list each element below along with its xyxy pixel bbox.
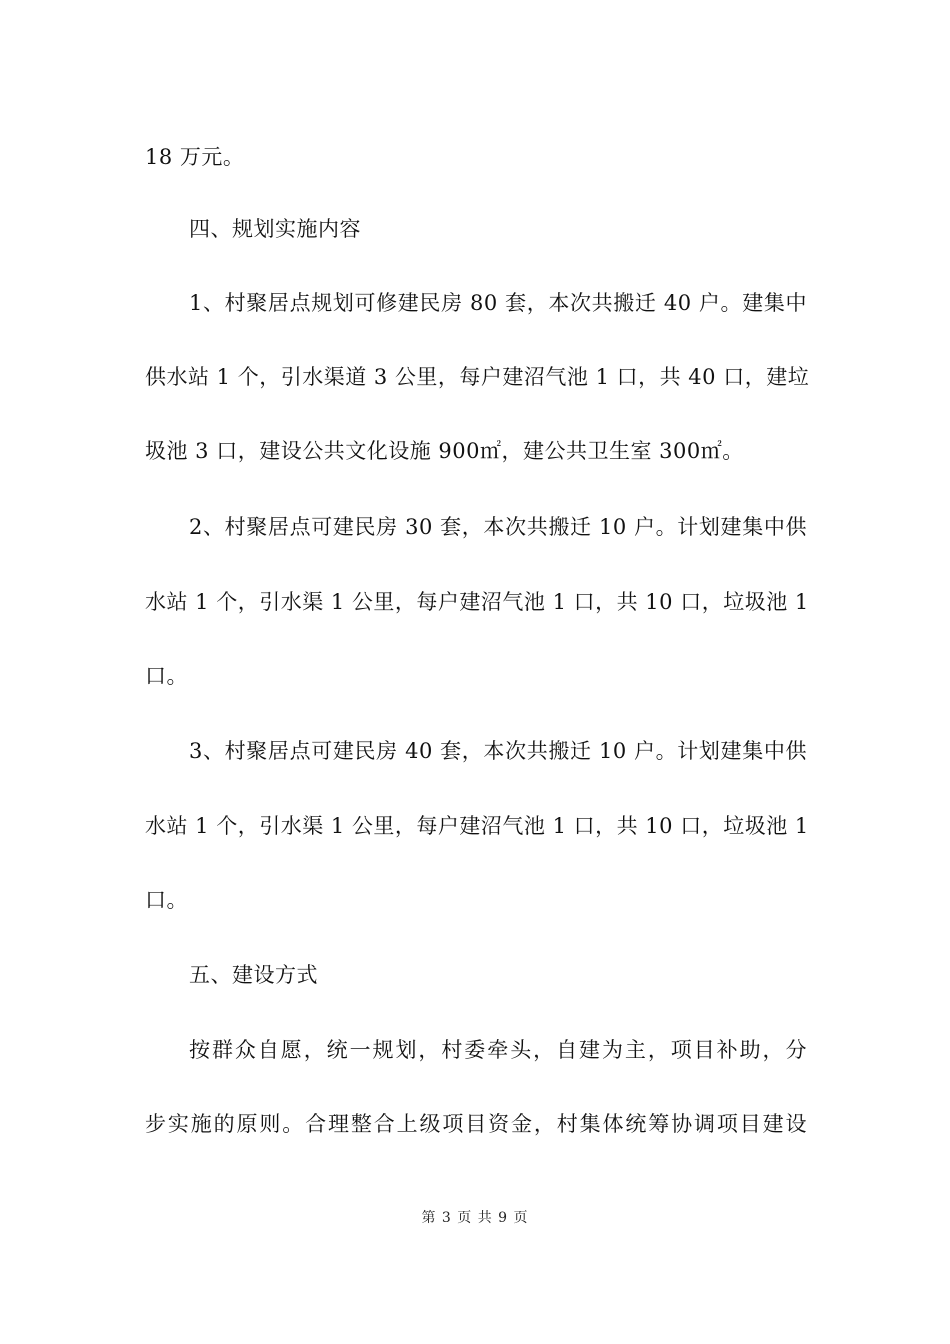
paragraph-line: 水站 1 个，引水渠 1 公里，每户建沼气池 1 口，共 10 口，垃圾池 1 — [145, 814, 809, 838]
paragraph-line: 口。 — [145, 888, 188, 912]
paragraph-line: 1、村聚居点规划可修建民房 80 套，本次共搬迁 40 户。建集中 — [189, 291, 807, 315]
paragraph-line: 步实施的原则。合理整合上级项目资金，村集体统筹协调项目建设 — [145, 1112, 807, 1136]
paragraph-line: 水站 1 个，引水渠 1 公里，每户建沼气池 1 口，共 10 口，垃圾池 1 — [145, 590, 809, 614]
paragraph-line: 18 万元。 — [145, 145, 245, 169]
paragraph-line: 3、村聚居点可建民房 40 套，本次共搬迁 10 户。计划建集中供 — [189, 739, 807, 763]
page-number-footer: 第 3 页 共 9 页 — [421, 1210, 529, 1226]
section-heading: 五、建设方式 — [189, 963, 318, 987]
paragraph-line: 2、村聚居点可建民房 30 套，本次共搬迁 10 户。计划建集中供 — [189, 515, 807, 539]
paragraph-line: 供水站 1 个，引水渠道 3 公里，每户建沼气池 1 口，共 40 口，建垃 — [145, 365, 810, 389]
section-heading: 四、规划实施内容 — [189, 217, 361, 241]
paragraph-line: 口。 — [145, 664, 188, 688]
paragraph-line: 按群众自愿，统一规划，村委牵头，自建为主，项目补助，分 — [189, 1038, 807, 1062]
paragraph-line: 圾池 3 口，建设公共文化设施 900㎡，建公共卫生室 300㎡。 — [145, 439, 744, 463]
